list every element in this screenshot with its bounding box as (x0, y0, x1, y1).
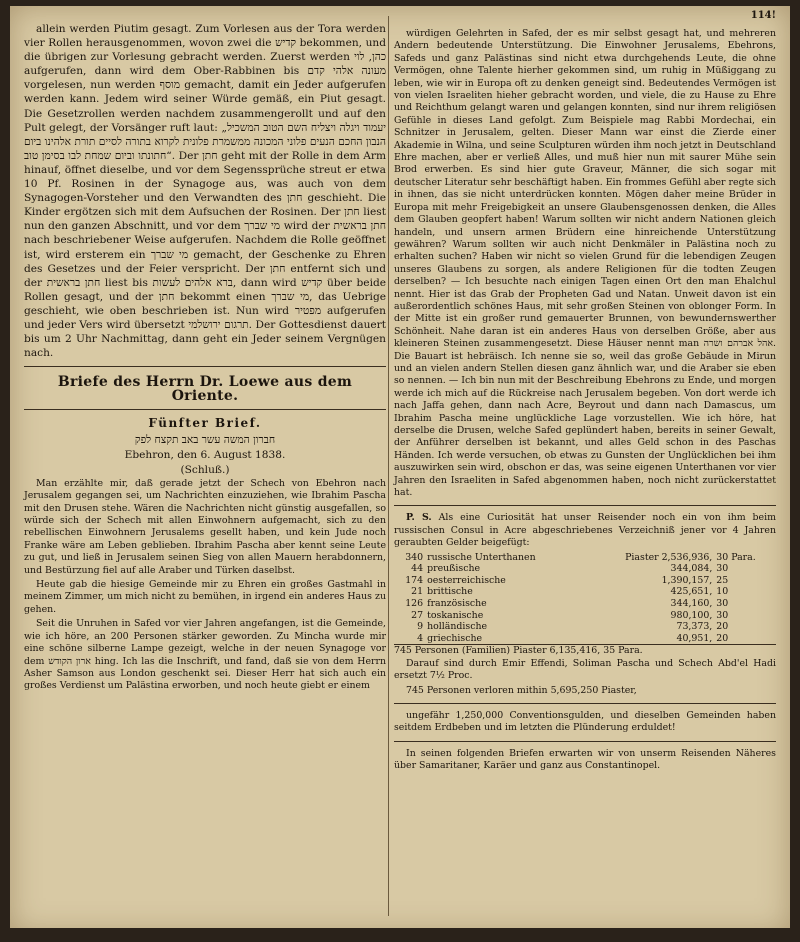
section-rule (24, 366, 386, 367)
column-divider (388, 16, 389, 916)
restored-text: Darauf sind durch Emir Effendi, Soliman Pascha und Schech Abd'el Hadi ersetzt 7½ Proc. (394, 657, 776, 682)
left-paragraph-2: Man erzählte mir, daß gerade jetzt der Schech von Ebehron nach Jerusalem gegangen sei, um Nachrichten einzuziehen, wie Ibrahim Pascha mit den Drusen stehe. Wären die Nachrichten nicht günstig ausgefallen, so würde sich der Schech mit allen Einwohnern aufgemacht, sich zu den rebellischen Einwohnern Jerusalems gesellt haben, und kein Jude noch Franke wäre am Leben geblieben. Ibrahim Pascha aber kennt seine Leute zu gut, und ließ in Jerusalem seinen Sieg von allen Mauern herabdonnern, und Bestürzung fiel auf alle Araber und Türken daselbst. (24, 477, 386, 576)
newspaper-page (10, 6, 790, 934)
total-line: 745 Personen (Familien) Piaster 6,135,416, 35 Para. (394, 644, 776, 657)
right-column (394, 28, 776, 775)
ps-rule (394, 505, 776, 506)
lost-line: 745 Personen verloren mithin 5,695,250 Piaster, (406, 684, 637, 696)
ps-text: Als eine Curiosität hat unser Reisender noch ein von ihm beim russischen Consul in Acre abgeschriebenes Verzeichniß jener vor 4 Jahren geraubten Gelder beigefügt: (394, 512, 776, 549)
ps-label: P. S. (406, 512, 432, 524)
left-paragraph-3: Heute gab die hiesige Gemeinde mir zu Ehren ein großes Gastmahl in meinem Zimmer, um mich nicht zu bemühen, in irgend ein anderes Haus zu gehen. (24, 579, 386, 615)
letter-title: Fünfter Brief. (148, 416, 262, 431)
page-number: 114! (750, 10, 776, 21)
money-row: 340 russische Unterthanen Piaster 2,536,936, 30 Para. (405, 551, 756, 563)
left-paragraph-4: Seit die Unruhen in Safed vor vier Jahren angefangen, ist die Gemeinde, wie ich höre, an 200 Personen stärker geworden. Zu Mincha wurde mir eine schöne silberne Lampe gezeigt, welche in der neuen Synagoge vor dem ארון הקודש hing. Ich las die Inschrift, und fand, daß sie von dem Herrn Asher Samson aus London geschenkt sei. Dieser Herr hat sich auch ein großes Verdienst um Palästina erworben, und noch heute giebt er einem (24, 618, 386, 692)
scan-edge (0, 928, 800, 942)
money-row: 174 oesterreichische 1,390,157, 25 (405, 574, 729, 586)
money-table (394, 552, 776, 645)
money-row: 4 griechische 40,951, 20 (417, 632, 729, 644)
left-column (24, 22, 386, 695)
closing-rule (394, 741, 776, 742)
money-row: 21 brittische 425,651, 10 (411, 586, 729, 598)
money-row: 27 toskanische 980,100, 30 (411, 609, 729, 621)
conclusion-label: (Schluß.) (180, 463, 230, 476)
right-paragraph-1: würdigen Gelehrten in Safed, der es mir selbst gesagt hat, und mehreren Andern bedeutende Unterstützung. Die Einwohner Jerusalems, Ebehrons, Safeds und ganz Palästinas sind nicht etwa durchgehends Leute, die ohne Vermögen, ohne Talente hierher gekommen sind, um ruhig in Müßiggang zu leben, wie wir in Europa oft zu denken geneigt sind. Bedeutendes Vermögen ist von vielen Israeliten hieher gebracht worden, und viele, die zu Hause zu Ehre und Reichthum gelangt waren und gelangen konnten, sind nur ihrem religiösen Gefühle in dieses Land gefolgt. Zum Beispiele mag Rabbi Mordechai, ein Schnitzer in Jerusalem, gelten. Dieser Mann war einst die Zierde einer Akademie in Wilna, und seine Sculpturen würden ihm noch jetzt in Deutschland Ehre machen, aber er verließ Alles, und muß hier nun mit saurer Mühe sein Brod erwerben. Es sind hier gute Graveur, Männer, die sich sogar mit deutscher Literatur sehr beschäftigt haben. Ein frommes Gefühl aber regte sich in ihnen, das sie nicht unterdrücken konnten. Mögen daher meine Brüder in Europa mit mehr Freigebigkeit an unsere Glaubensgenossen denken, die Alles dem Glauben geopfert haben! Warum sollten wir nicht andern Nationen gleich handeln, und unsern armen Brüdern eine hinreichende Unterstützung gewähren? Warum sollten wir auch nicht Denkmäler in Palästina noch zu erhalten suchen? Haben wir nicht so vielen Grund für die lebendigen Zeugen unseres Glaubens zu sorgen, als andere Religionen für die todten Zeugen derselben? — Ich besuchte nach einigen Tagen einen Ort den man Ehalchul nennt. Hier ist das Grab der Propheten Gad und Natan. Unweit davon ist ein außerordentlich schönes Haus, mit sehr großen Steinen von oblonger Form. In der Mitte ist ein großer rund gemauerter Brunnen, von bewundernswerther Schönheit. Nahe daran ist ein anderes Haus von derselben Größe, aber aus kleineren Steinen zusammengesetzt. Diese Häuser nennt man אהל אברהם ושרה. Die Bauart ist hebräisch. Ich nenne sie so, weil das große Gebäude in Mirun und an vielen andern Stellen diesen ganz ähnlich war, und die Araber sie eben so nennen. — Ich bin nun mit der Beschreibung Ebehrons zu Ende, und morgen werde ich mich auf die Rückreise nach Jerusalem begeben. Von dort werde ich nach Jaffa gehen, dann nach Acre, Beyrout und dann nach Damascus, um Ibrahim Pascha meine unglückliche Lage vorzustellen. Wie ich höre, hat derselbe die Drusen, welche Safed geplündert haben, bereits in seiner Gewalt, der Anführer derselben ist bekannt, und alles Geld schon in des Paschas Händen. Ich werde versuchen, ob etwas zu Gunsten der Unglücklichen bei ihm auszuwirken sein wird, obschon er das, was seine eigenen Unterthanen vor vier Jahren den Israeliten in Safed abgenommen haben, noch nicht zurückerstattet hat. (394, 28, 777, 499)
money-row: 44 preußische 344,084, 30 (411, 563, 729, 575)
hebrew-dateline: חברון המשה עשר באב תקצח לפק (134, 433, 276, 446)
money-row: 9 holländische 73,373, 20 (417, 621, 729, 633)
closing-text: In seinen folgenden Briefen erwarten wir von unserm Reisenden Näheres über Samaritaner, Karäer und ganz aus Constantinopel. (394, 747, 776, 772)
dateline: Ebehron, den 6. August 1838. (124, 448, 286, 461)
heading-rule (24, 409, 386, 410)
article-heading: Briefe des Herrn Dr. Loewe aus dem Oriente. (57, 374, 353, 405)
money-row: 126 französische 344,160, 30 (405, 598, 729, 610)
left-paragraph-1: allein werden Piutim gesagt. Zum Vorlesen aus der Tora werden vier Rollen herausgenommen, wovon zwei die קדיש bekommen, und die übrigen zur Vorlesung gebracht werden. Zuerst werden כהן, לוי aufgerufen, dann wird dem Ober-Rabbinen bis מעונה אלהי קדם vorgelesen, nun werden מוסף gemacht, damit ein Jeder aufgerufen werden kann. Jedem wird seiner Würde gemäß, ein Piut gesagt. Die Gesetzrollen werden nachdem zusammengerollt und auf den Pult gelegt, der Vorsänger ruft laut: „יעמוד ויגלה ויצליח השם הטוב המשכיל הנבון החכם הנעים פלוני המכונה ממשמרת פלונית לקרוא בתורה לסיים תורת אלהינו ביום חתונתו וביום שמחת לבו בסימן טוב“. Der חתן geht mit der Rolle in dem Arm hinauf, öffnet dieselbe, und vor dem Segenssprüche streut er etwa 10 Pf. Rosinen in der Synagoge aus, was auch von dem Synagogen-Vorsteher und den Verwandten des חתן geschieht. Die Kinder ergötzen sich mit dem Aufsuchen der Rosinen. Der חתן liest nun den ganzen Abschnitt, und vor dem מי שברך wird der חתן בראשית nach beschriebener Weise aufgerufen. Nachdem die Rolle geöffnet ist, wird ersterem ein מי שברך gemacht, der Geschenke zu Ehren des Gesetzes und der Feier verspricht. Der חתן entfernt sich und der חתן בראשית liest bis ברא אלהים לעשות, dann wird קדיש über beide Rollen gesagt, und der חתן bekommt einen מי שברך, das Uebrige geschieht, wie oben beschrieben ist. Nun wird מפטיר aufgerufen und jeder Vers wird übersetzt תרגום ירושלמי. Der Gottesdienst dauert bis um 2 Uhr Nachmittag, dann geht ein Jeder seinem Vergnügen nach. (24, 23, 387, 360)
approx-rule (394, 703, 776, 704)
approx-text: ungefähr 1,250,000 Conventionsgulden, und dieselben Gemeinden haben seitdem Erdbeben und im letzten die Plünderung erduldet! (394, 710, 776, 734)
